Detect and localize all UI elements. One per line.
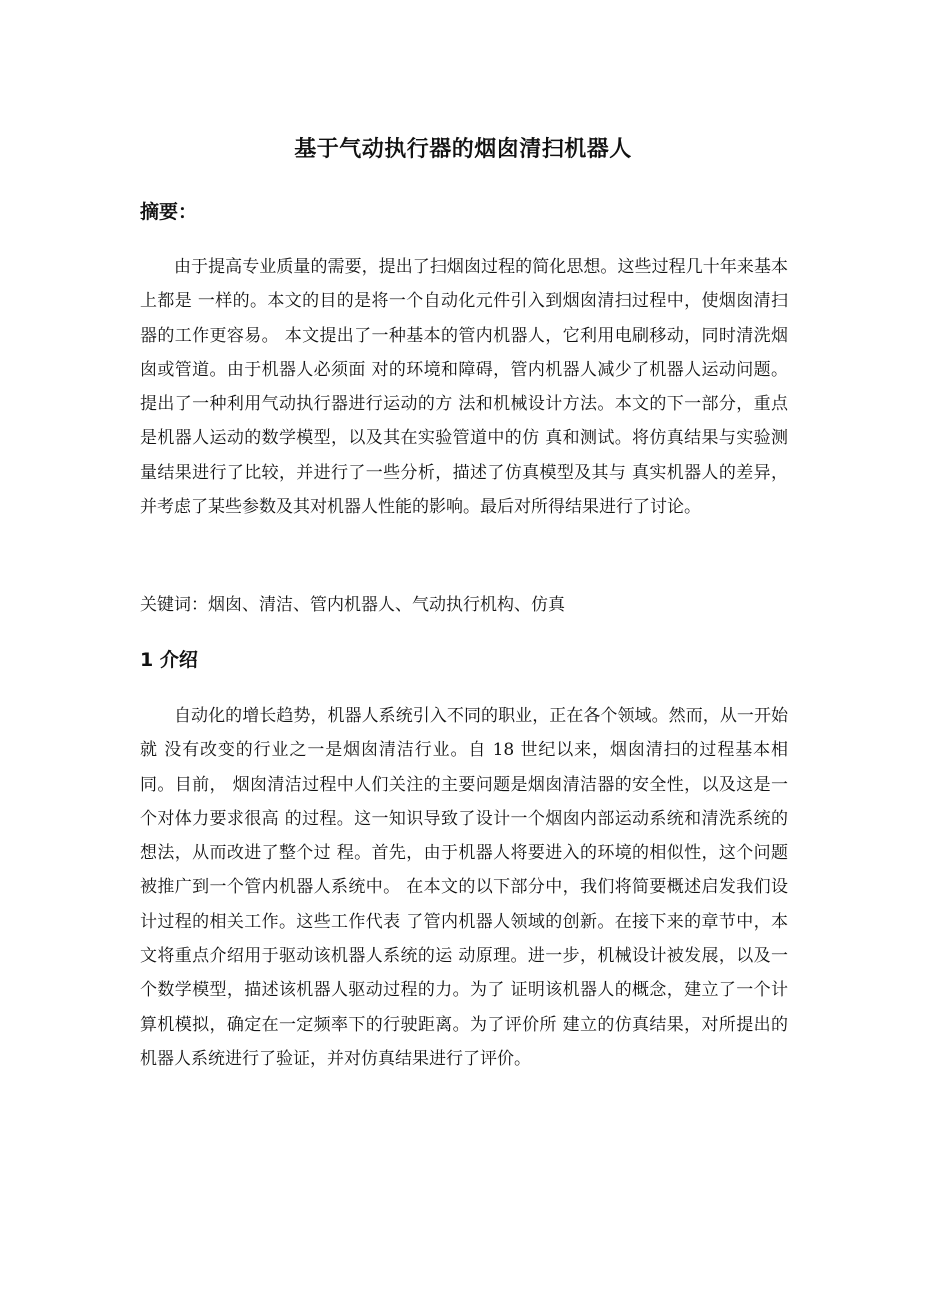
keywords-line: 关键词：烟囱、清洁、管内机器人、气动执行机构、仿真 [140, 595, 565, 615]
document-title: 基于气动执行器的烟囱清扫机器人 [294, 137, 632, 162]
section-1-paragraph: 自动化的增长趋势，机器人系统引入不同的职业，正在各个领域。然而，从一开始就 没有改变的行业之一是烟囱清洁行业。自 18 世纪以来，烟囱清扫的过程基本相同。目前， 烟囱清洁过程中人们关注的主要问题是烟囱清洁器的安全性，以及这是一个对体力要求很高 的过程。这一知识导致了设计一个烟囱内部运动系统和清洗系统的想法，从而改进了整个过 程。首先，由于机器人将要进入的环境的相似性，这个问题被推广到一个管内机器人系统中。 在本文的以下部分中，我们将简要概述启发我们设计过程的相关工作。这些工作代表 了管内机器人领域的创新。在接下来的章节中，本文将重点介绍用于驱动该机器人系统的运 动原理。进一步，机械设计被发展，以及一个数学模型，描述该机器人驱动过程的力。为了 证明该机器人的概念，建立了一个计算机模拟，确定在一定频率下的行驶距离。为了评价所 建立的仿真结果，对所提出的机器人系统进行了验证，并对仿真结果进行了评价。 [140, 706, 788, 1069]
section-1-heading: 1 介绍 [140, 649, 198, 671]
abstract-heading: 摘要： [140, 201, 198, 223]
abstract-paragraph: 由于提高专业质量的需要，提出了扫烟囱过程的简化思想。这些过程几十年来基本上都是 一样的。本文的目的是将一个自动化元件引入到烟囱清扫过程中，使烟囱清扫器的工作更容易。 本文提出了一种基本的管内机器人，它利用电刷移动，同时清洗烟囱或管道。由于机器人必须面 对的环境和障碍，管内机器人减少了机器人运动问题。提出了一种利用气动执行器进行运动的方 法和机械设计方法。本文的下一部分，重点是机器人运动的数学模型，以及其在实验管道中的仿 真和测试。将仿真结果与实验测量结果进行了比较，并进行了一些分析，描述了仿真模型及其与 真实机器人的差异，并考虑了某些参数及其对机器人性能的影响。最后对所得结果进行了讨论。 [140, 257, 788, 518]
